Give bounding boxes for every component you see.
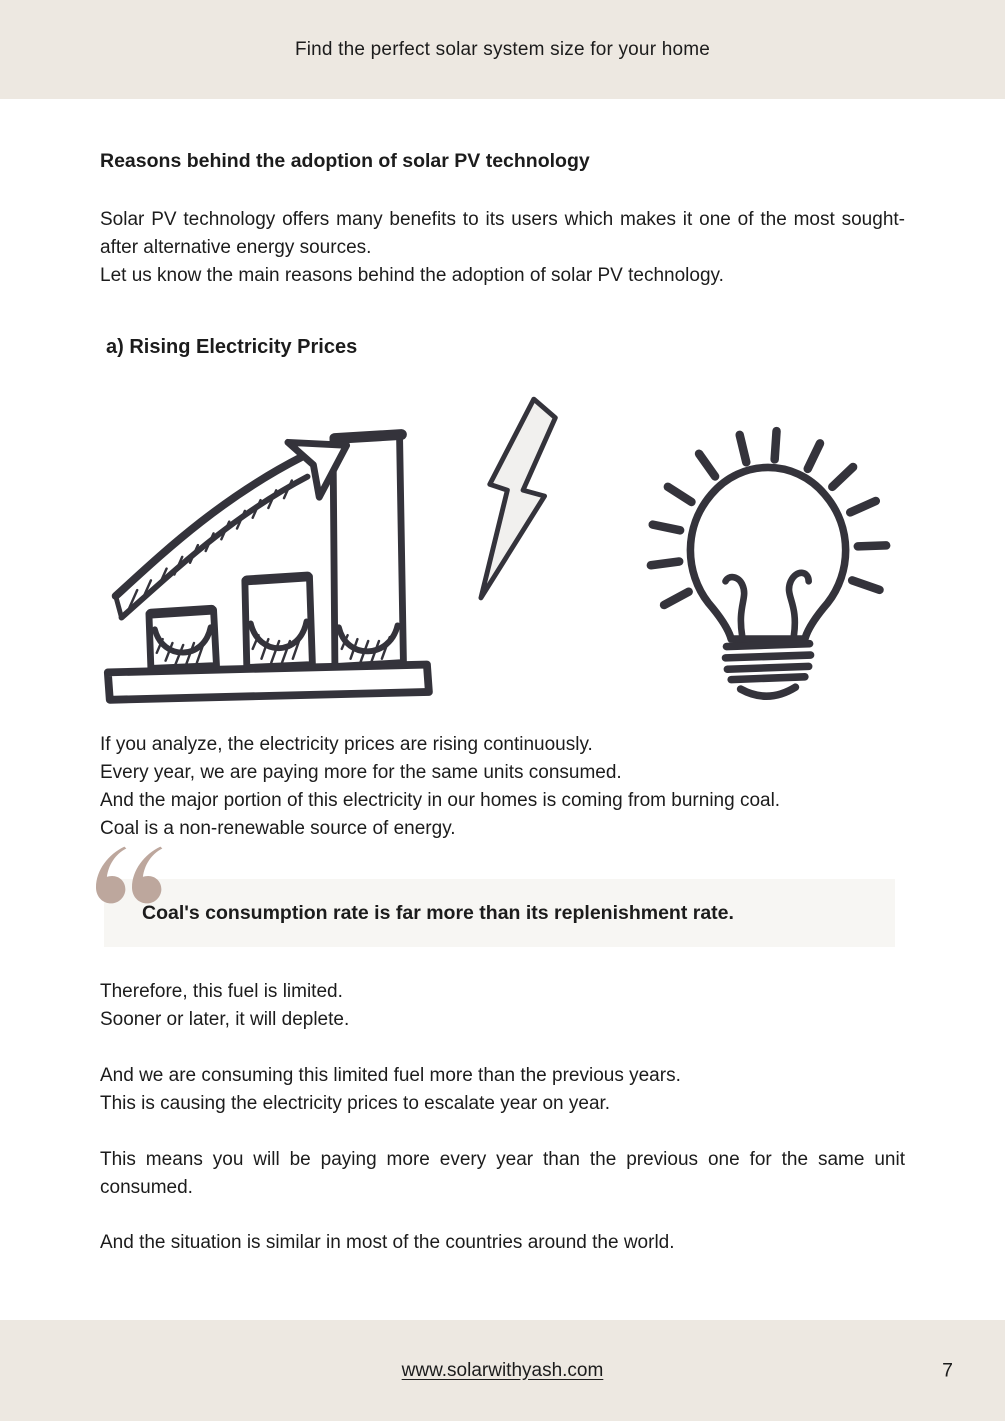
body-text-line: And the major portion of this electricity in our homes is coming from burning coal. — [100, 790, 781, 811]
footer-website-link[interactable]: www.solarwithyash.com — [401, 1359, 604, 1381]
intro-paragraph: Solar PV technology offers many benefits to its users which makes it one of the most sought-after alternative energy sources. — [100, 209, 905, 258]
paragraph-world-situation: And the situation is similar in most of the countries around the world. — [100, 1232, 675, 1253]
body-text-line: Sooner or later, it will deplete. — [100, 1009, 350, 1030]
lightning-bolt-icon — [478, 394, 558, 604]
paragraph-consuming-fuel — [100, 1062, 905, 1118]
paragraph-paying-more: This means you will be paying more every year than the previous one for the same unit consumed. — [100, 1149, 905, 1198]
pull-quote-text: Coal's consumption rate is far more than its replenishment rate. — [142, 902, 734, 924]
body-text-line: Therefore, this fuel is limited. — [100, 981, 343, 1002]
intro-line: Let us know the main reasons behind the adoption of solar PV technology. — [100, 265, 724, 286]
page-number: 7 — [942, 1359, 953, 1381]
page-footer — [0, 1320, 1005, 1421]
paragraph-electricity-prices — [100, 731, 905, 843]
light-bulb-icon — [631, 426, 905, 714]
body-text-line: Coal is a non-renewable source of energy. — [100, 818, 456, 839]
body-text-line: This is causing the electricity prices to escalate year on year. — [100, 1093, 611, 1114]
section-heading: Reasons behind the adoption of solar PV technology — [100, 150, 590, 172]
paragraph-fuel-limited — [100, 978, 905, 1034]
quotation-marks-icon — [96, 845, 168, 905]
page-header-title: Find the perfect solar system size for your home — [294, 38, 711, 60]
illustration-row — [100, 389, 905, 715]
body-text-line: Every year, we are paying more for the same units consumed. — [100, 762, 622, 783]
page-header — [0, 0, 1005, 99]
rising-bar-chart-icon — [100, 389, 438, 714]
body-text-line: If you analyze, the electricity prices are rising continuously. — [100, 734, 593, 755]
pull-quote-block — [104, 879, 895, 947]
page-body — [0, 149, 1005, 1257]
body-text-line: And we are consuming this limited fuel more than the previous years. — [100, 1065, 681, 1086]
subheading-rising-electricity-prices: a) Rising Electricity Prices — [106, 336, 358, 358]
